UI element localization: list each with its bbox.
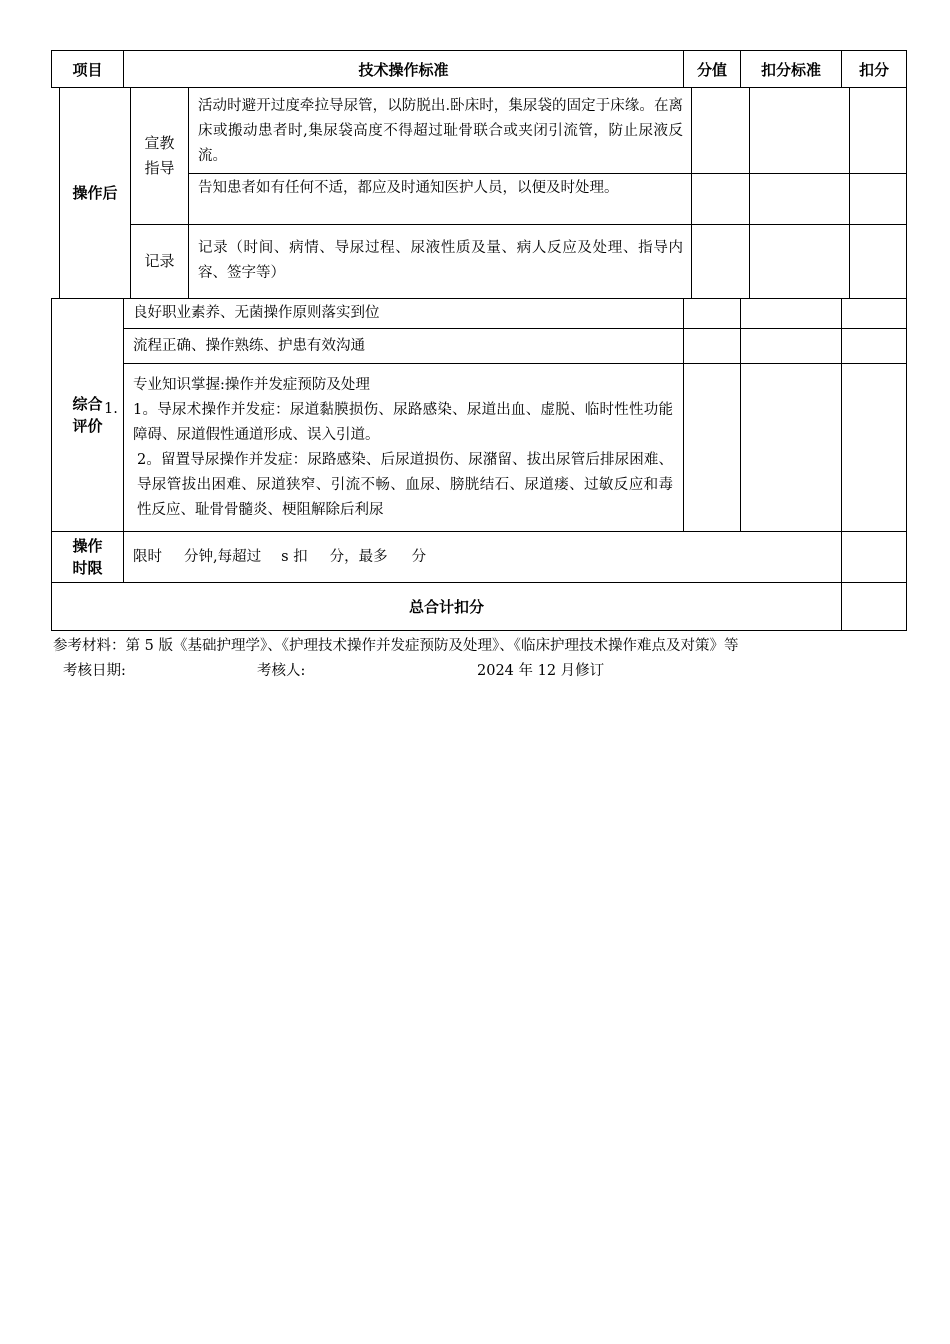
time-limit-part-4: 分，最多	[329, 548, 388, 565]
record-row-deduction	[849, 224, 907, 299]
total-row-label: 总合计扣分	[408, 598, 484, 616]
time-limit-part-2: 分钟,每超过	[184, 548, 262, 565]
time-limit-deduction	[841, 531, 907, 583]
evaluation-row-1-score	[683, 298, 741, 329]
time-limit-row	[123, 531, 842, 583]
footer-examiner: 考核人:	[257, 663, 306, 679]
evaluation-row-1-text: 良好职业素养、无菌操作原则落实到位	[133, 305, 380, 321]
education-row-2	[188, 173, 692, 225]
total-row	[51, 582, 842, 631]
education-row-2-deduction-standard	[749, 173, 850, 225]
evaluation-row-2-score	[683, 328, 741, 364]
header-score	[683, 50, 741, 88]
footer-revision: 2024 年 12 月修订	[477, 663, 605, 679]
evaluation-row-2	[123, 328, 684, 364]
subsection-education-label: 宣教指导	[144, 134, 175, 177]
header-deduction-standard	[740, 50, 842, 88]
evaluation-row-2-text: 流程正确、操作熟练、护患有效沟通	[133, 337, 365, 354]
header-standard-text: 技术操作标准	[358, 60, 449, 79]
section-evaluation-label: 综合评价	[72, 395, 103, 435]
footer-exam-date: 考核日期:	[63, 663, 126, 679]
evaluation-row-2-deduction-standard	[740, 328, 842, 364]
evaluation-row-1-deduction-standard	[740, 298, 842, 329]
header-deduction-text: 扣分	[858, 60, 889, 79]
subsection-record-label: 记录	[144, 252, 175, 270]
header-deduction-standard-text: 扣分标准	[760, 60, 821, 79]
section-time-limit-label: 操作时限	[72, 537, 103, 577]
header-item	[51, 50, 124, 88]
record-row	[188, 224, 692, 299]
evaluation-row-3-deduction-standard	[740, 363, 842, 532]
evaluation-row-3-item-1-text: 1。导尿术操作并发症：尿道黏膜损伤、尿路感染、尿道出血、虚脱、临时性性功能障碍、尿道假性通道形成、误入引道。	[133, 402, 673, 443]
education-row-1-deduction-standard	[749, 87, 850, 174]
evaluation-row-2-deduction	[841, 328, 907, 364]
time-limit-part-3: s 扣	[281, 548, 308, 565]
section-after-op-label: 操作后	[72, 184, 118, 202]
evaluation-row-3-stray-number: 1.	[104, 401, 118, 417]
subsection-record	[130, 224, 189, 299]
time-limit-part-5: 分	[411, 548, 427, 565]
evaluation-row-3-item-1	[133, 398, 673, 448]
time-limit-part-1: 限时	[133, 548, 162, 565]
education-row-1-deduction	[849, 87, 907, 174]
education-row-2-text: 告知患者如有任何不适，都应及时通知医护人员，以便及时处理。	[198, 180, 619, 196]
header-standard	[123, 50, 684, 88]
evaluation-row-3	[123, 363, 684, 532]
header-deduction	[841, 50, 907, 88]
evaluation-row-3-title: 专业知识掌握:操作并发症预防及处理	[133, 377, 370, 393]
total-deduction	[841, 582, 907, 631]
evaluation-row-1-deduction	[841, 298, 907, 329]
header-item-text: 项目	[72, 60, 103, 79]
footer-reference: 参考材料：第 5 版《基础护理学》、《护理技术操作并发症预防及处理》、《临床护理技术操作难点及对策》等	[53, 638, 739, 654]
evaluation-row-1	[123, 298, 684, 329]
education-row-1-text: 活动时避开过度牵拉导尿管，以防脱出.卧床时，集尿袋的固定于床缘。在离床或搬动患者时,集尿袋高度不得超过耻骨联合或夹闭引流管，防止尿液反流。	[198, 98, 683, 164]
evaluation-row-3-deduction	[841, 363, 907, 532]
education-row-2-score	[691, 173, 750, 225]
section-after-op	[59, 87, 131, 299]
record-row-score	[691, 224, 750, 299]
education-row-2-deduction	[849, 173, 907, 225]
record-row-text: 记录（时间、病情、导尿过程、尿液性质及量、病人反应及处理、指导内容、签字等）	[198, 240, 683, 281]
header-score-text: 分值	[696, 60, 727, 79]
education-row-1-score	[691, 87, 750, 174]
section-time-limit	[51, 531, 124, 583]
evaluation-row-3-item-2	[129, 448, 673, 523]
subsection-education	[130, 87, 189, 225]
record-row-deduction-standard	[749, 224, 850, 299]
evaluation-row-3-item-2-text: 2。留置导尿操作并发症：尿路感染、后尿道损伤、尿潴留、拔出尿管后排尿困难、导尿管拔出困难、尿道狭窄、引流不畅、血尿、膀胱结石、尿道瘘、过敏反应和毒性反应、耻骨骨髓炎、梗阻解除后利尿	[137, 452, 673, 518]
evaluation-row-3-score	[683, 363, 741, 532]
education-row-1	[188, 87, 692, 174]
